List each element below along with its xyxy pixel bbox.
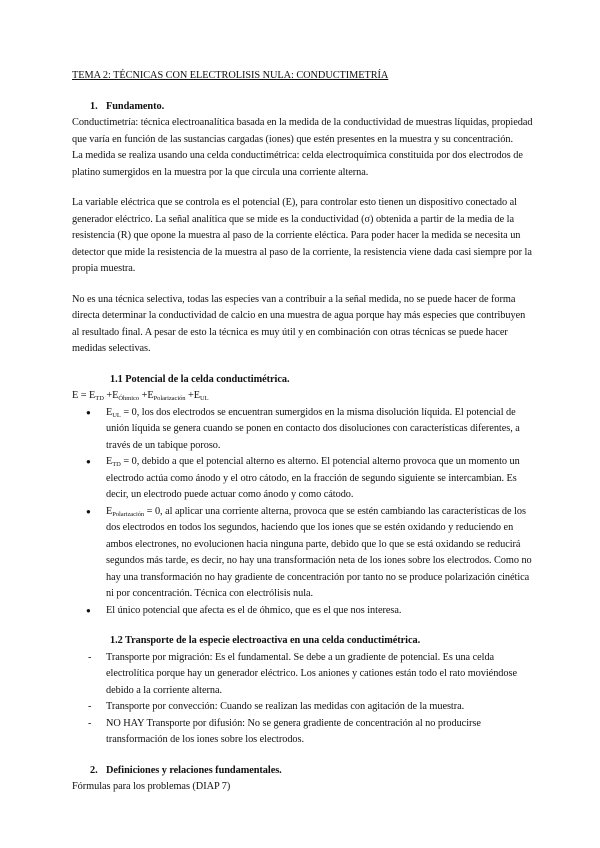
list-item-e-polarization: ● $E_{Polarización} = 0$, al aplicar una corriente alterna, provoca que se estén cambiando las características de los dos electrodos en todos los segundos, haciendo que los iones que se estén oxidando y reduciendo en ambos electrones, no evolucionen hacia ninguna parte, debido que lo que se está oxidando se reducirá segundos más tarde, es decir, no hay una transformación neta de los iones sobre los electrodos. Como no hay una transformación no hay gradiente de concentración por tanto no se produce polarización cinética ni por concentración. Técnica con electrólisis nula. <box>72 504 534 603</box>
section-2-number: 2. <box>90 764 98 776</box>
section-1-paragraph-1: Conductimetría: técnica electroanalítica basada en la medida de la conductividad de muestras líquidas, propiedad que varía en función de las sustancias cargadas (iones) que estén presentes en la muestra y su concentración. <box>72 117 533 145</box>
document-title: TEMA 2: TÉCNICAS CON ELECTROLISIS NULA: CONDUCTIMETRÍA <box>72 70 389 81</box>
list-item-diffusion: - NO HAY Transporte por difusión: No se genera gradiente de concentración al no producirse transformación de los iones sobre los electrodos. <box>72 716 534 749</box>
section-1-title: Fundamento. <box>106 100 165 112</box>
section-1-paragraph-4: No es una técnica selectiva, todas las especies van a contribuir a la señal medida, no se puede hacer de forma directa determinar la conductividad de calcio en una muestra de agua porque hay más especies que contribuyen al resultado final. A pesar de esto la técnica es muy útil y en combinación con otras técnicas se puede hacer medidas selectivas. <box>72 293 526 354</box>
section-1-2-heading: 1.2 Transporte de la especie electroactiva en una celda conductimétrica. <box>110 635 421 646</box>
list-item-convection: - Transporte por convección: Cuando se realizan las medidas con agitación de la muestra. <box>72 699 534 716</box>
section-2-heading <box>90 763 534 780</box>
section-1-paragraph-2: La medida se realiza usando una celda conductimétrica: celda electroquímica constituida por dos electrodos de platino sumergidos en la muestra por la que circula una corriente alterna. <box>72 150 523 178</box>
list-item-e-td: ● $E_{TD} = 0$, debido a que el potencial alterno es alterno. El potencial alterno provoca que un momento un electrodo actúa como ánodo y el otro cátodo, en la fracción de segundo siguiente se intercambian. Es decir, un electrodo puede actuar como ánodo y como cátodo. <box>72 454 534 504</box>
document-page <box>72 68 534 796</box>
section-2-paragraph-1: Fórmulas para los problemas (DIAP 7) <box>72 781 231 792</box>
list-item-migration: - Transporte por migración: Es el fundamental. Se debe a un gradiente de potencial. Es una celda electrolítica porque hay un generador eléctrico. Los aniones y cationes están todo el rato moviéndose debido a la corriente alterna. <box>72 650 534 700</box>
potential-terms-list <box>72 405 534 620</box>
section-2-title: Definiciones y relaciones fundamentales. <box>106 764 282 776</box>
transport-list <box>72 650 534 749</box>
section-1-1-heading: 1.1 Potencial de la celda conductimétrica. <box>110 373 290 385</box>
cell-potential-equation: $E = E_{TD} +E_{Óhmico} +E_{Polarización} +E_{UL}$ <box>72 390 209 402</box>
list-item-e-ul: ● $E_{UL} = 0$, los dos electrodos se encuentran sumergidos en la misma disolución líquida. El potencial de unión líquida se genera cuando se ponen en contacto dos disoluciones con características diferentes, a través de un tabique poroso. <box>72 405 534 455</box>
section-1-paragraph-3: La variable eléctrica que se controla es el potencial (E), para controlar esto tienen un dispositivo conectado al generador eléctrico. La señal analítica que se mide es la conductividad (σ) obtenida a partir de la media de la resistencia (R) que opone la muestra al paso de la corriente eléctica. Para poder hacer la medida se necesita un detector que mide la resistencia de la muestra al paso de la corriente, la resistencia viene dada casi siempre por la propia muestra. <box>72 197 532 274</box>
list-item-ohmic: ● El único potencial que afecta es el de óhmico, que es el que nos interesa. <box>72 603 534 620</box>
section-1-number: 1. <box>90 100 98 112</box>
section-1-heading <box>90 99 534 116</box>
